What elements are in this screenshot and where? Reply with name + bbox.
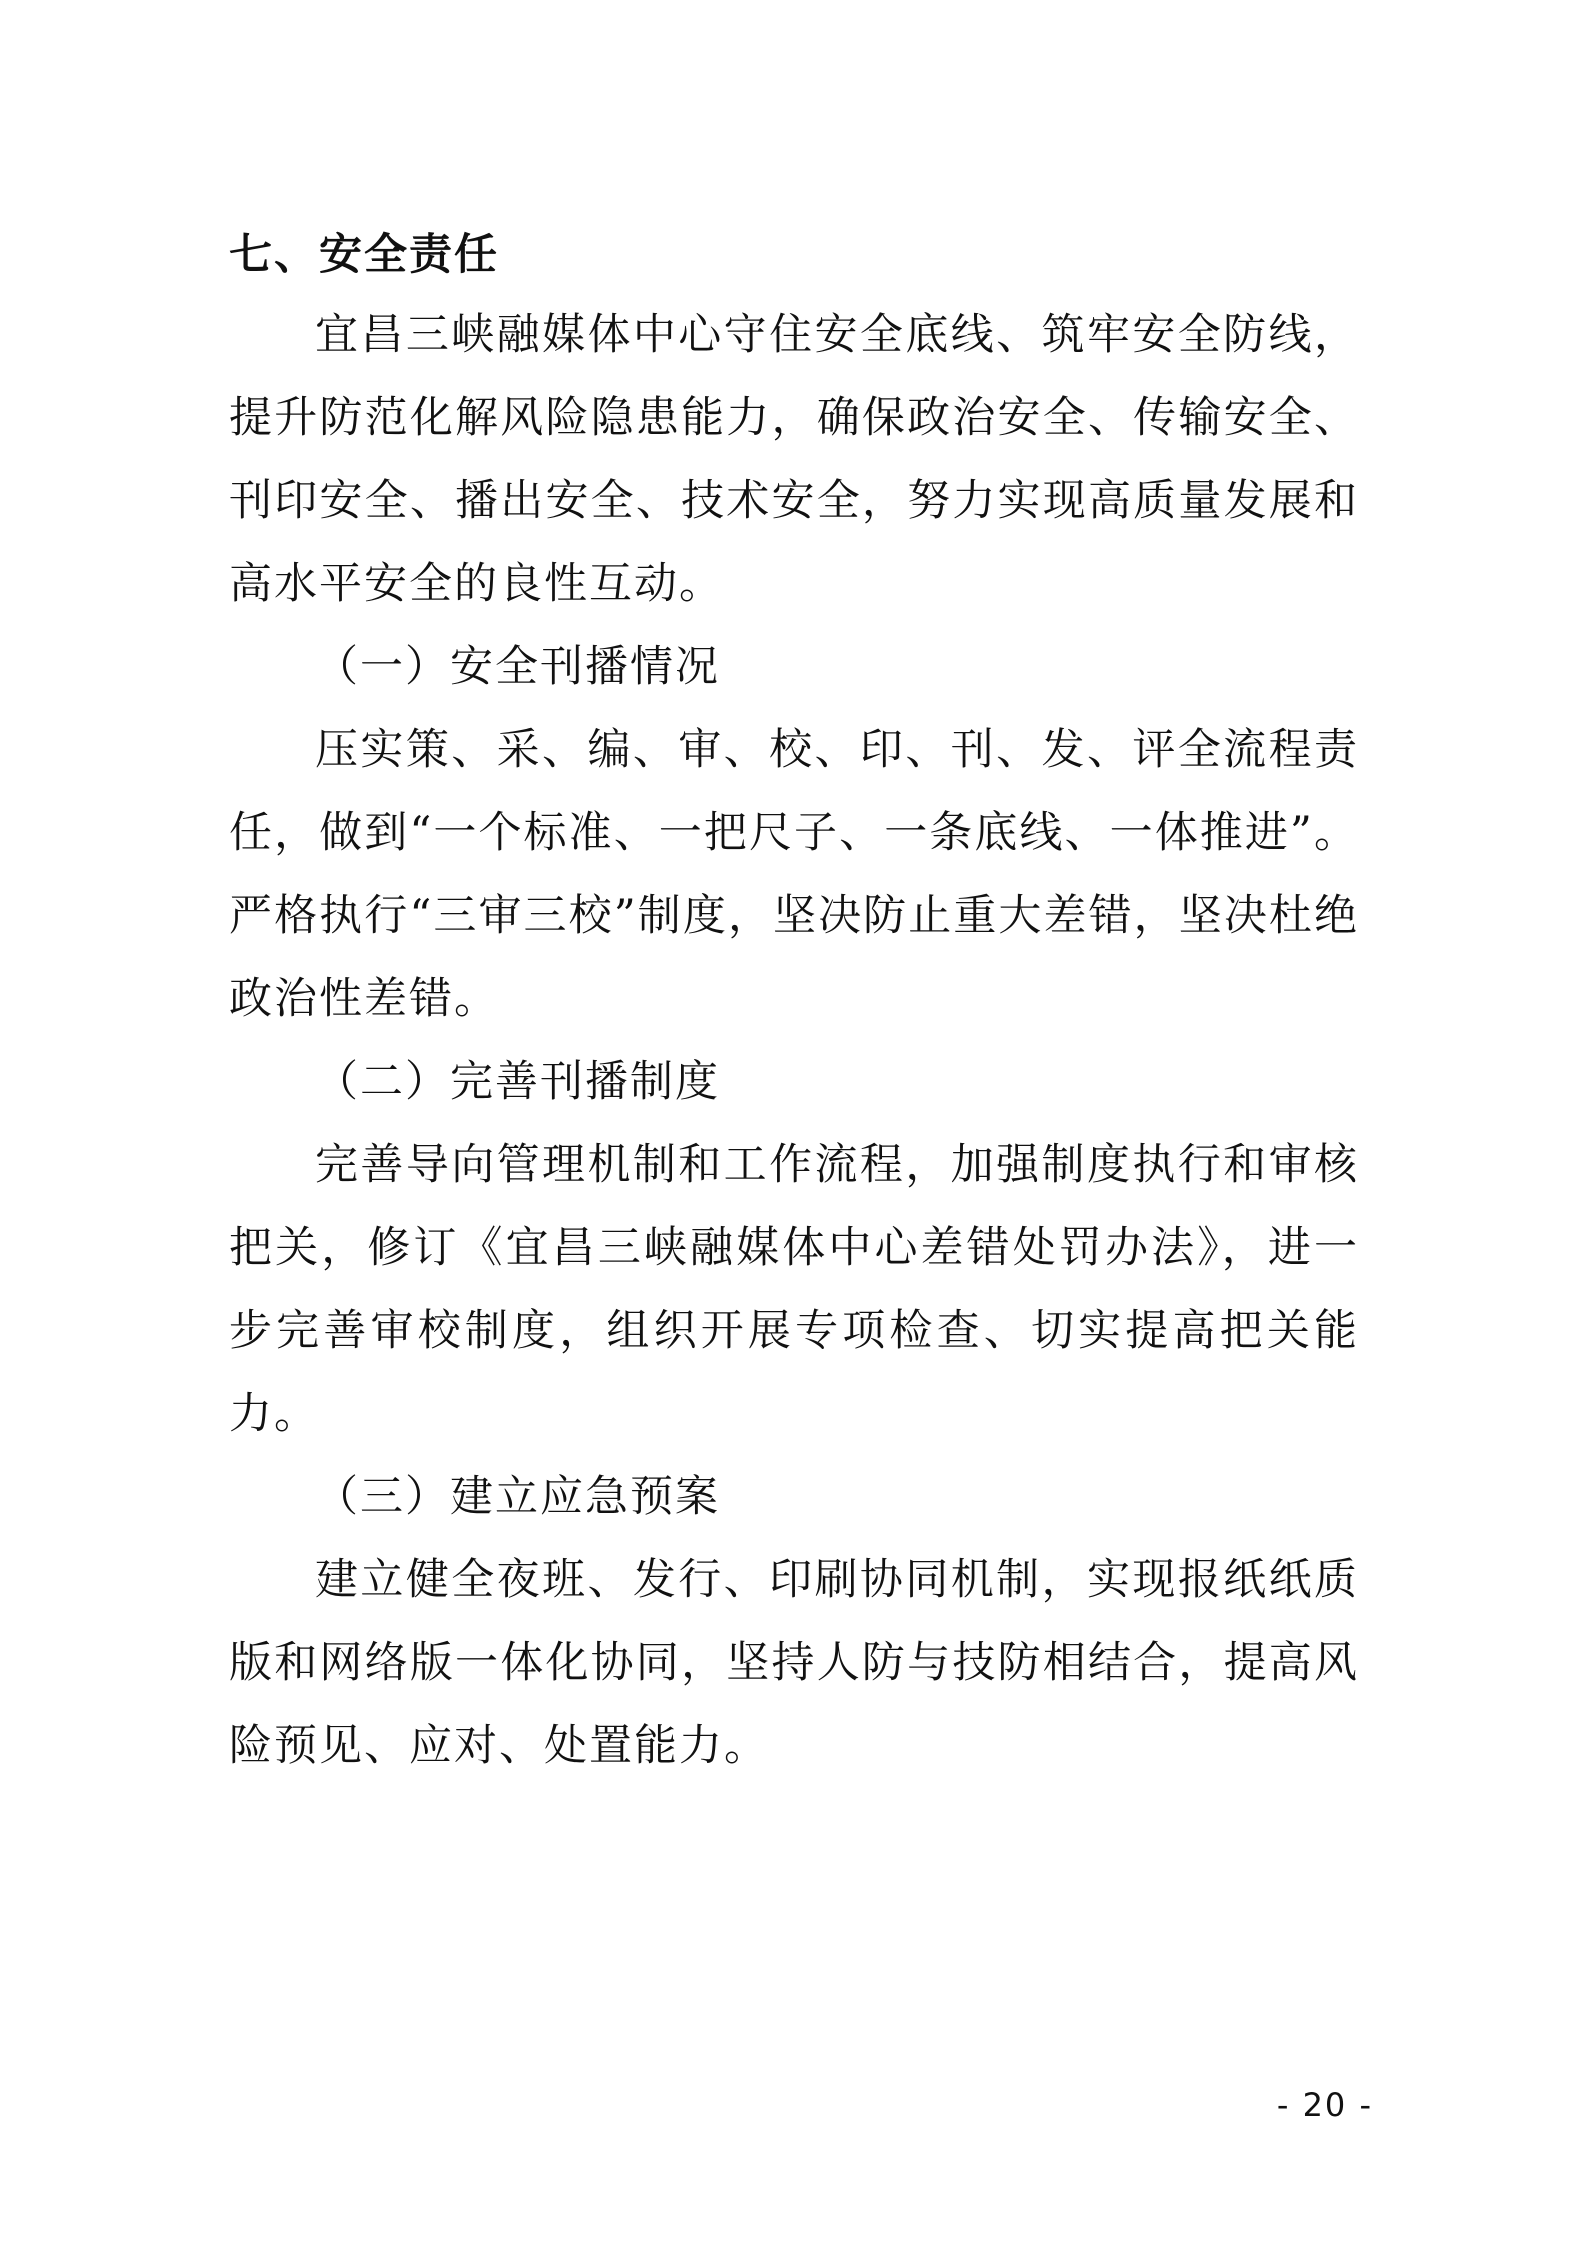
section-title: 七、安全责任 xyxy=(229,230,499,280)
subsection-title-1: （一）安全刊播情况 xyxy=(315,642,720,692)
page-number: - 20 - xyxy=(1276,2086,1373,2124)
subsection-paragraph-2: 完善导向管理机制和工作流程，加强制度执行和审核把关，修订《宜昌三峡融媒体中心差错处罚办法》，进一步完善审校制度，组织开展专项检查、切实提高把关能力。 xyxy=(229,1140,1359,1439)
intro-paragraph: 宜昌三峡融媒体中心守住安全底线、筑牢安全防线，提升防范化解风险隐患能力，确保政治安全、传输安全、刊印安全、播出安全、技术安全，努力实现高质量发展和高水平安全的良性互动。 xyxy=(229,310,1359,609)
subsection-paragraph-1: 压实策、采、编、审、校、印、刊、发、评全流程责任，做到“一个标准、一把尺子、一条底线、一体推进”。严格执行“三审三校”制度，坚决防止重大差错，坚决杜绝政治性差错。 xyxy=(229,725,1359,1024)
document-body xyxy=(229,220,1359,1788)
subsection-title-2: （二）完善刊播制度 xyxy=(315,1057,720,1107)
subsection-paragraph-3: 建立健全夜班、发行、印刷协同机制，实现报纸纸质版和网络版一体化协同，坚持人防与技防相结合，提高风险预见、应对、处置能力。 xyxy=(229,1555,1359,1771)
subsection-title-3: （三）建立应急预案 xyxy=(315,1472,720,1522)
